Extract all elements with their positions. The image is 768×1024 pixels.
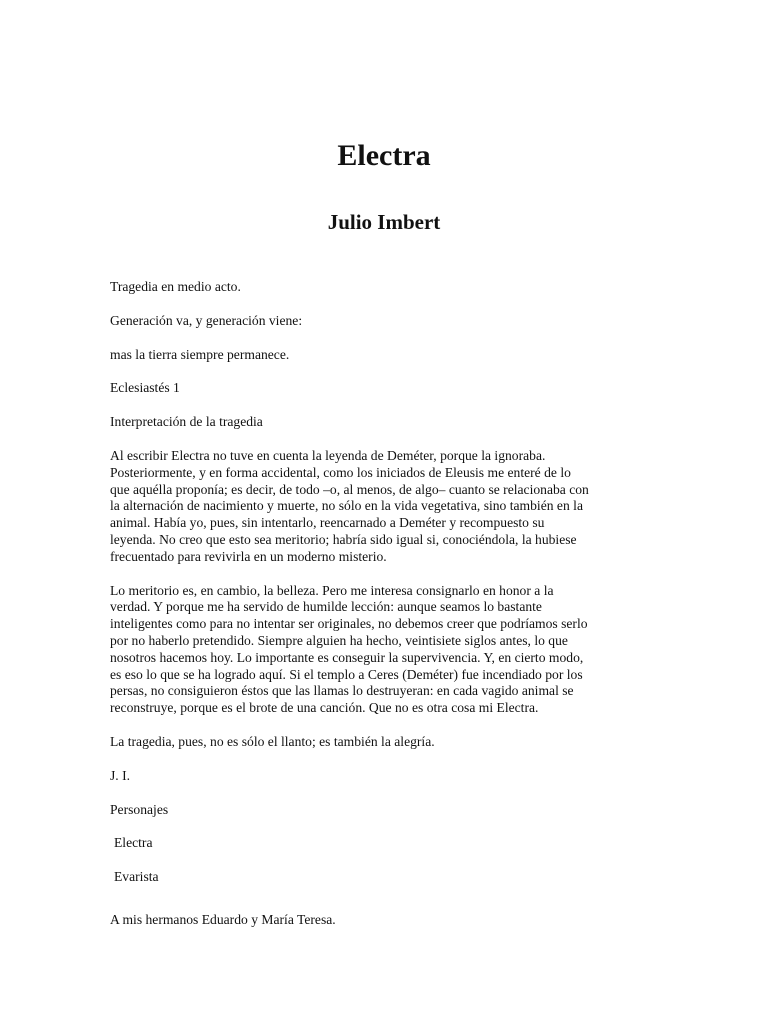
epigraph-source: Eclesiastés 1 [110, 380, 180, 396]
paragraph-1-line: animal. Había yo, pues, sin intentarlo, reencarnado a Deméter y recompuesto su [110, 515, 545, 531]
paragraph-2-line: nosotros hacemos hoy. Lo importante es conseguir la supervivencia. Y, en cierto modo, [110, 649, 584, 665]
paragraph-2-line: verdad. Y porque me ha servido de humilde lección: aunque seamos lo bastante [110, 599, 542, 615]
document-title: Electra [337, 139, 431, 172]
dedication: A mis hermanos Eduardo y María Teresa. [110, 911, 336, 927]
paragraph-2-line: inteligentes como para no intentar ser originales, no debemos creer que podríamos serlo [110, 616, 588, 632]
paragraph-1-line: frecuentado para revivirla en un moderno misterio. [110, 548, 387, 564]
author-name: Julio Imbert [327, 210, 441, 234]
paragraph-1-line: que aquélla proponía; es decir, de todo –o, al menos, de algo– cuanto se relacionaba con [110, 481, 589, 497]
subtitle-line: Tragedia en medio acto. [110, 279, 241, 294]
document-body [110, 279, 660, 946]
paragraph-1-line: Posteriormente, y en forma accidental, como los iniciados de Eleusis me enteré de lo [110, 464, 571, 480]
paragraph-3: La tragedia, pues, no es sólo el llanto; es también la alegría. [110, 733, 435, 749]
paragraph-1-line: leyenda. No creo que esto sea meritorio; habría sido igual si, conociéndola, la hubiese [110, 531, 577, 547]
epigraph-line-2: mas la tierra siempre permanece. [110, 346, 290, 362]
paragraph-2-line: por no haberlo pretendido. Siempre alguien ha hecho, veintisiete siglos antes, lo que [110, 632, 568, 648]
character-item: Evarista [114, 869, 159, 885]
paragraph-2-line: es eso lo que se ha logrado aquí. Si el templo a Ceres (Deméter) fue incendiado por los [110, 666, 583, 682]
interpretation-heading: Interpretación de la tragedia [110, 414, 263, 430]
paragraph-2-line: persas, no consiguieron éstos que las llamas lo destruyeran: en cada vagido animal se [110, 683, 574, 699]
paragraph-1-line: la alternación de nacimiento y muerte, no sólo en la vida vegetativa, sino también en la [110, 498, 583, 514]
epigraph-line-1: Generación va, y generación viene: [110, 312, 303, 328]
signature: J. I. [110, 767, 131, 783]
paragraph-2-line: reconstruye, porque es el brote de una canción. Que no es otra cosa mi Electra. [110, 700, 539, 716]
paragraph-1-line: Al escribir Electra no tuve en cuenta la leyenda de Deméter, porque la ignoraba. [110, 447, 546, 463]
characters-heading: Personajes [110, 801, 169, 817]
paragraph-2-line: Lo meritorio es, en cambio, la belleza. Pero me interesa consignarlo en honor a la [110, 582, 554, 598]
paragraph-1 [110, 448, 660, 566]
paragraph-2 [110, 583, 660, 717]
character-item: Electra [114, 835, 153, 851]
